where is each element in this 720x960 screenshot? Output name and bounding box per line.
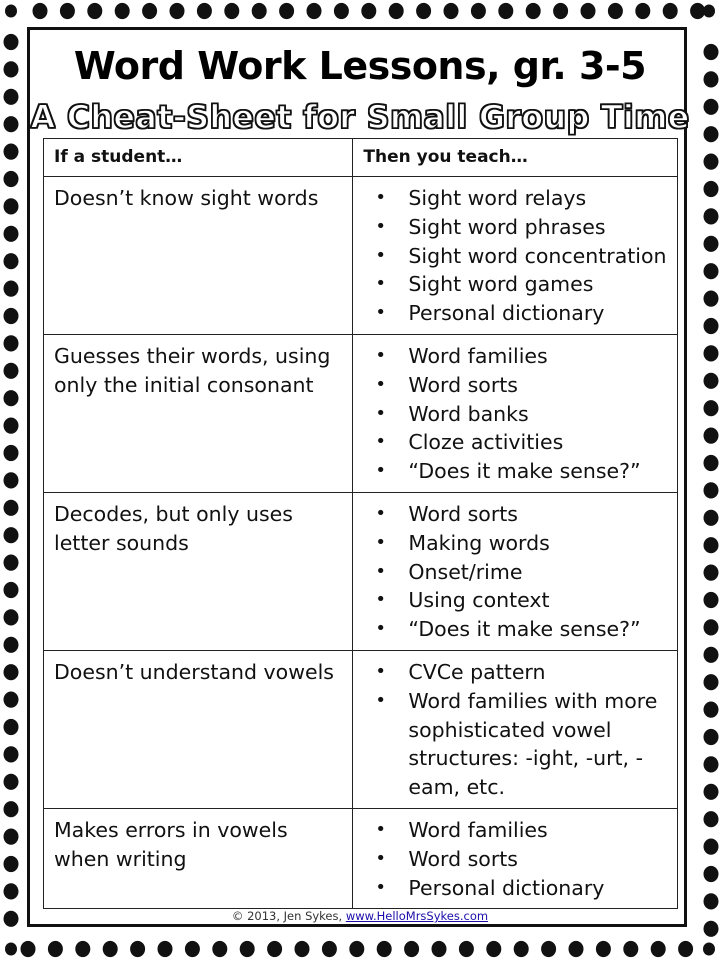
- border-dot: [4, 637, 19, 653]
- table-header-row: [44, 139, 678, 177]
- border-dot: [596, 941, 611, 957]
- border-dot: [48, 941, 63, 957]
- list-item: • Personal dictionary: [408, 874, 667, 903]
- list-item: • Cloze activities: [408, 428, 667, 457]
- border-dot: [115, 3, 130, 19]
- border-dot: [704, 455, 719, 471]
- border-dot: [361, 3, 376, 19]
- lessons-cell: [353, 808, 678, 908]
- border-dot: [569, 941, 584, 957]
- border-dot: [651, 941, 666, 957]
- list-item: • Word sorts: [408, 845, 667, 874]
- list-item: • Personal dictionary: [408, 299, 667, 328]
- border-dot: [4, 198, 19, 214]
- border-dot: [704, 154, 719, 170]
- border-dot: [334, 3, 349, 19]
- border-dot: [635, 3, 650, 19]
- border-dot: [142, 3, 157, 19]
- border-dot: [704, 400, 719, 416]
- student-cell: Makes errors in vowels when writing: [44, 808, 353, 908]
- lesson-list: [363, 184, 667, 328]
- column-header-lessons: Then you teach…: [353, 139, 678, 177]
- border-dot: [704, 565, 719, 581]
- list-item: • Word banks: [408, 400, 667, 429]
- border-dot: [5, 5, 17, 18]
- list-item: • “Does it make sense?”: [408, 615, 667, 644]
- border-dot: [704, 428, 719, 444]
- border-dot: [4, 719, 19, 735]
- border-dot: [704, 893, 719, 909]
- border-dot: [704, 674, 719, 690]
- border-dot: [704, 263, 719, 279]
- footer: [0, 909, 720, 923]
- list-item: • “Does it make sense?”: [408, 457, 667, 486]
- border-dot: [704, 921, 719, 937]
- border-dot: [704, 236, 719, 252]
- border-dot: [471, 3, 486, 19]
- border-dot: [704, 784, 719, 800]
- border-dot: [240, 941, 255, 957]
- border-dot: [279, 3, 294, 19]
- border-dot: [103, 941, 118, 957]
- border-dot: [459, 941, 474, 957]
- border-dot: [4, 527, 19, 543]
- border-dot: [33, 3, 48, 19]
- border-dot: [581, 3, 596, 19]
- lessons-cell: [353, 334, 678, 492]
- border-dot: [4, 582, 19, 598]
- lesson-list: [363, 816, 667, 902]
- border-dot: [514, 941, 529, 957]
- border-dot: [498, 3, 513, 19]
- border-dot: [60, 3, 75, 19]
- table-row: [44, 808, 678, 908]
- border-dot: [704, 510, 719, 526]
- border-dot: [663, 3, 678, 19]
- border-dot: [704, 345, 719, 361]
- table-row: [44, 650, 678, 808]
- border-dot: [416, 3, 431, 19]
- border-dot: [4, 883, 19, 899]
- border-dot: [4, 335, 19, 351]
- page-subtitle: A Cheat-Sheet for Small Group Time: [30, 98, 690, 136]
- border-dot: [704, 702, 719, 718]
- lesson-list: [363, 342, 667, 486]
- border-dot: [4, 226, 19, 242]
- border-dot: [4, 692, 19, 708]
- list-item: • Onset/rime: [408, 558, 667, 587]
- border-dot: [608, 3, 623, 19]
- border-dot: [704, 619, 719, 635]
- lesson-list: [363, 500, 667, 644]
- border-dot: [5, 943, 17, 956]
- border-dot: [4, 829, 19, 845]
- border-dot: [224, 3, 239, 19]
- border-dot: [4, 774, 19, 790]
- border-dot: [704, 592, 719, 608]
- border-dot: [704, 866, 719, 882]
- border-dot: [404, 941, 419, 957]
- list-item: • Sight word concentration: [408, 242, 667, 271]
- lessons-cell: [353, 492, 678, 650]
- border-dot: [444, 3, 459, 19]
- page-title: Word Work Lessons, gr. 3-5: [73, 44, 647, 88]
- list-item: • Sight word games: [408, 270, 667, 299]
- student-cell: Decodes, but only uses letter sounds: [44, 492, 353, 650]
- border-dot: [4, 555, 19, 571]
- border-dot: [252, 3, 267, 19]
- border-dot: [4, 664, 19, 680]
- border-dot: [212, 941, 227, 957]
- border-dot: [307, 3, 322, 19]
- border-dot: [4, 500, 19, 516]
- border-dot: [704, 756, 719, 772]
- lesson-list: [363, 658, 667, 802]
- border-dot: [703, 943, 715, 956]
- border-dot: [4, 144, 19, 160]
- border-dot: [185, 941, 200, 957]
- border-dot: [349, 941, 364, 957]
- border-dot: [158, 941, 173, 957]
- border-dot: [432, 941, 447, 957]
- border-dot: [4, 171, 19, 187]
- border-dot: [4, 363, 19, 379]
- border-dot: [704, 318, 719, 334]
- border-dot: [21, 941, 36, 957]
- list-item: • Sight word phrases: [408, 213, 667, 242]
- lessons-cell: [353, 177, 678, 335]
- border-dot: [704, 373, 719, 389]
- table-row: [44, 177, 678, 335]
- list-item: • Making words: [408, 529, 667, 558]
- border-dot: [678, 941, 693, 957]
- cheat-sheet-table: [43, 138, 678, 909]
- border-dot: [389, 3, 404, 19]
- border-dot: [541, 941, 556, 957]
- border-dot: [170, 3, 185, 19]
- list-item: • Word families with more sophisticated vowel structures: -ight, -urt, -eam, etc.: [408, 687, 667, 802]
- list-item: • Word sorts: [408, 500, 667, 529]
- border-dot: [486, 941, 501, 957]
- border-dot: [4, 472, 19, 488]
- border-dot: [75, 941, 90, 957]
- student-cell: Doesn’t know sight words: [44, 177, 353, 335]
- border-dot: [553, 3, 568, 19]
- border-dot: [704, 208, 719, 224]
- border-dot: [704, 537, 719, 553]
- list-item: • CVCe pattern: [408, 658, 667, 687]
- border-dot: [295, 941, 310, 957]
- border-dot: [4, 801, 19, 817]
- border-dot: [4, 308, 19, 324]
- copyright-text: © 2013, Jen Sykes,: [231, 909, 343, 923]
- border-dot: [267, 941, 282, 957]
- student-cell: Guesses their words, using only the initial consonant: [44, 334, 353, 492]
- border-dot: [4, 281, 19, 297]
- border-dot: [704, 291, 719, 307]
- list-item: • Sight word relays: [408, 184, 667, 213]
- border-dot: [4, 390, 19, 406]
- website-link[interactable]: www.HelloMrsSykes.com: [345, 909, 489, 923]
- list-item: • Using context: [408, 586, 667, 615]
- border-dot: [4, 746, 19, 762]
- student-cell: Doesn’t understand vowels: [44, 650, 353, 808]
- table-row: [44, 334, 678, 492]
- border-dot: [704, 482, 719, 498]
- table-row: [44, 492, 678, 650]
- border-dot: [377, 941, 392, 957]
- border-dot: [623, 941, 638, 957]
- border-dot: [4, 609, 19, 625]
- list-item: • Word families: [408, 342, 667, 371]
- border-dot: [690, 3, 705, 19]
- border-dot: [130, 941, 145, 957]
- column-header-student: If a student…: [44, 139, 353, 177]
- border-dot: [4, 445, 19, 461]
- border-dot: [704, 811, 719, 827]
- border-dot: [197, 3, 212, 19]
- border-dot: [704, 729, 719, 745]
- border-dot: [704, 839, 719, 855]
- border-dot: [322, 941, 337, 957]
- border-dot: [4, 253, 19, 269]
- lessons-cell: [353, 650, 678, 808]
- border-dot: [87, 3, 102, 19]
- list-item: • Word families: [408, 816, 667, 845]
- border-dot: [526, 3, 541, 19]
- border-dot: [4, 856, 19, 872]
- border-dot: [703, 5, 715, 18]
- list-item: • Word sorts: [408, 371, 667, 400]
- border-dot: [4, 418, 19, 434]
- border-dot: [704, 647, 719, 663]
- border-dot: [704, 181, 719, 197]
